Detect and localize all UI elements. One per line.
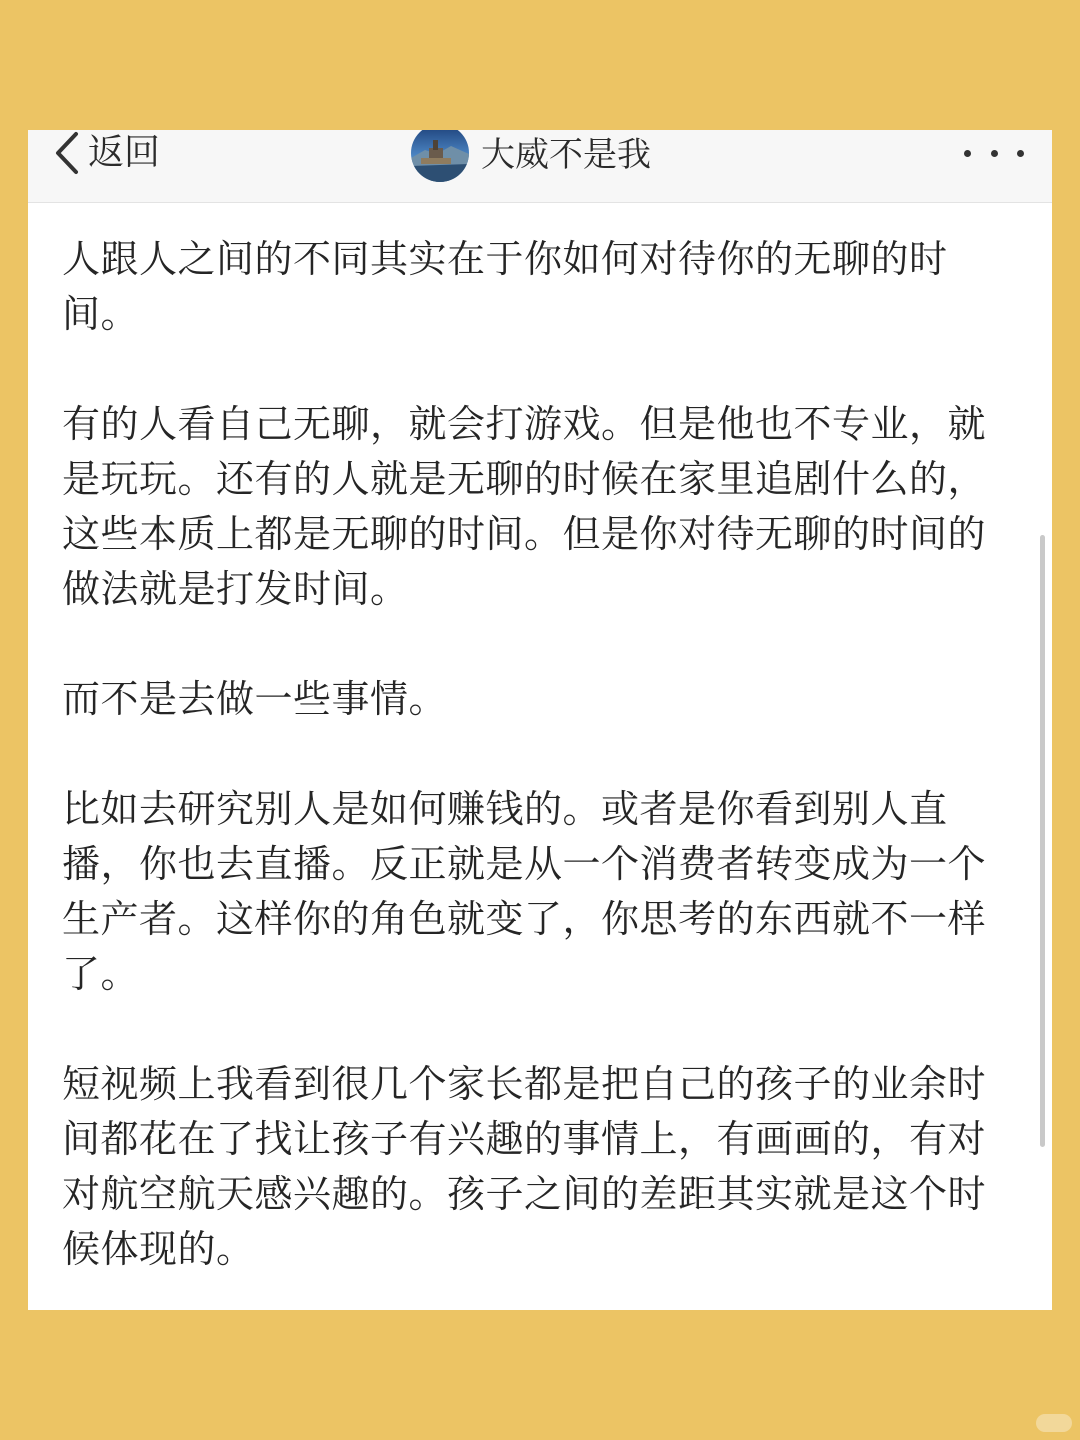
more-dots-icon (1017, 150, 1024, 157)
paragraph-2: 有的人看自己无聊，就会打游戏。但是他也不专业，就是玩玩。还有的人就是无聊的时候在家里追剧什么的，这些本质上都是无聊的时间。但是你对待无聊的时间的做法就是打发时间。 (62, 402, 987, 611)
post-body (62, 232, 1002, 1310)
back-button[interactable] (52, 130, 160, 176)
more-options-button[interactable] (964, 138, 1024, 168)
avatar[interactable] (411, 130, 469, 182)
profile-title[interactable] (411, 130, 651, 180)
paragraph-1: 人跟人之间的不同其实在于你如何对待你的无聊的时间。 (62, 237, 948, 336)
home-indicator (1036, 1414, 1072, 1432)
account-name: 大威不是我 (481, 135, 651, 175)
paragraph-5: 短视频上我看到很几个家长都是把自己的孩子的业余时间都花在了找让孩子有兴趣的事情上，有画画的，有对对航空航天感兴趣的。孩子之间的差距其实就是这个时候体现的。 (62, 1062, 987, 1271)
more-dots-icon (964, 150, 971, 157)
paragraph-4: 比如去研究别人是如何赚钱的。或者是你看到别人直播，你也去直播。反正就是从一个消费者转变成为一个生产者。这样你的角色就变了，你思考的东西就不一样了。 (62, 787, 987, 996)
back-label: 返回 (88, 132, 161, 173)
paragraph-3: 而不是去做一些事情。 (62, 677, 448, 721)
navigation-bar (28, 130, 1052, 203)
post-card (28, 130, 1052, 1310)
chevron-left-icon (52, 130, 82, 176)
more-dots-icon (991, 150, 998, 157)
vertical-scrollbar[interactable] (1040, 535, 1045, 1147)
